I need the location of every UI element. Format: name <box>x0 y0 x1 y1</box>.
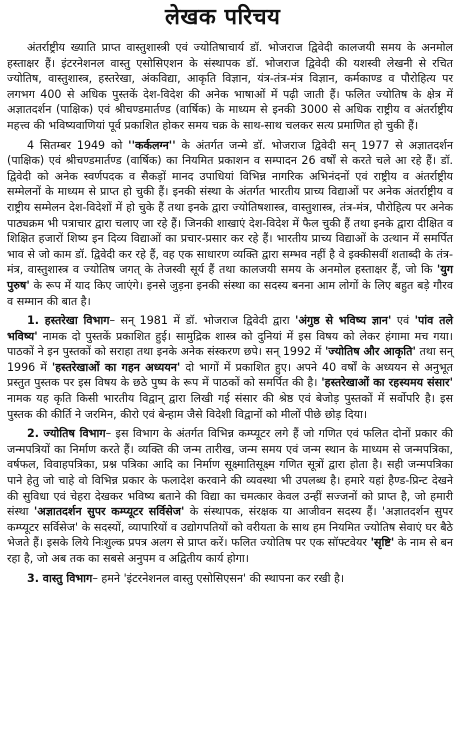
software-name: 'सृष्टि' <box>370 536 395 550</box>
section-vastu <box>7 571 453 587</box>
yug-purush-term: 'युग पुरुष' <box>7 263 453 292</box>
palmistry-text-2: एवं <box>391 314 415 328</box>
birth-paragraph <box>7 138 453 310</box>
palmistry-text-6: नामक यह कृति किसी भारतीय विद्वान् द्वारा लिखी गई संसार की श्रेष्ठ एवं बेजोड़ पुस्तकों में सर्वोपरि है। इस पुस्तक की कीर्ति ने जरमिन, कीरो एवं बेन्हाम जैसे विदेशी विद्वानों को मीलों पीछे छोड़ दिया। <box>7 392 453 421</box>
astrology-text-1: – इस विभाग के अंतर्गत विभिन्न कम्प्यूटर लगे हैं जो गणित एवं फलित दोनों प्रकार की जन्मपत्रियों का निर्माण करते हैं। व्यक्ति की जन्म तारीख, जन्म समय एवं जन्म स्थान के माध्यम से जन्मपत्रिका, वर्षफल, विवाहपत्रिका, प्रश्न पत्रिका आदि का निर्माण सूक्ष्मातिसूक्ष्म गणित सूत्रों द्वारा होता है। सही जन्मपत्रिका पाने हेतु जो चाहे वो विभिन्न प्रकार के फलादेश करवाने की व्यवस्था भी उपलब्ध है। हमारे यहां हैण्ड-प्रिन्ट देखने की सुविधा एवं चेहरा देखकर भविष्य बताने की विद्या का चमत्कार केवल उन्हीं सज्जनों को प्राप्त है, जो हमारी संस्था <box>7 427 453 519</box>
palmistry-text-1: – सन् 1981 में डॉ. भोजराज द्विवेदी द्वारा <box>109 314 296 328</box>
birth-text-1: 4 सितम्बर 1949 को <box>27 138 129 152</box>
palmistry-text-4: तथा सन् 1996 में <box>7 345 454 374</box>
section-astrology <box>7 426 453 566</box>
birth-text-2: के अंतर्गत जन्मे डॉ. भोजराज द्विवेदी सन् 1977 से अज्ञातदर्शन (पाक्षिक) एवं श्रीचण्डमार्तण्ड (वार्षिक) का नियमित प्रकाशन व सम्पादन 26 वर्षों से करते चले आ रहे हैं। डॉ. द्विवेदी को अनेक स्वर्णपदक व सैकड़ों मानद उपाधियां विभिन्न नागरिक अभिनंदनों एवं राष्ट्रीय व अंतर्राष्ट्रीय सम्मेलनों के माध्यम से प्राप्त हो चुकी हैं। इनकी संस्था के अंतर्गत भारतीय प्राच्य विद्याओं पर अनेक अंतर्राष्ट्रीय व राष्ट्रीय सम्मेलन देश-विदेशों में हो चुके हैं तथा इनके द्वारा ज्योतिषशास्त्र, वास्तुशास्त्र, तंत्र-मंत्र, पौरोहित्य पर अनेक पाठ्यक्रम भी पत्राचार द्वारा चलाए जा रहे हैं। जिनकी शाखाएं देश-विदेश में फैल चुकी हैं तथा इनके द्वारा दीक्षित व शिक्षित हजारों शिष्य इन दिव्य विद्याओं का प्रचार-प्रसार कर रहे हैं। भारतीय प्राच्य विद्याओं के उत्थान में समर्पित भाव से जो काम डॉ. द्विवेदी कर रहे हैं, वह एक साधारण व्यक्ति द्वारा सम्भव नहीं है वे इक्कीसवीं शताब्दी के तंत्र-मंत्र, वास्तुशास्त्र व ज्योतिष जगत् के तेजस्वी सूर्य हैं तथा कालजयी समय के अनमोल हस्ताक्षर हैं, जो कि <box>7 138 453 277</box>
vastu-text-1: – हमने 'इंटरनेशनल वास्तु एसोसिएसन' की स्थापना कर रखी है। <box>92 571 345 585</box>
book-title-jyotish-aakriti: 'ज्योतिष और आकृति' <box>324 345 416 359</box>
book-title-paanv: 'पांव तले भविष्य' <box>7 314 453 343</box>
birth-text-3: के रूप में याद किए जाएंगे। इनसे जुड़ना इनकी संस्था का सदस्य बनना आम लोगों के लिए बहुत बड़े गौरव व सम्मान की बात है। <box>7 278 453 308</box>
book-title-angushth: 'अंगुष्ठ से भविष्य ज्ञान' <box>295 314 392 328</box>
section-palmistry-heading: 1. हस्तरेखा विभाग <box>27 314 110 328</box>
intro-paragraph: अंतर्राष्ट्रीय ख्याति प्राप्त वास्तुशास्त्री एवं ज्योतिषाचार्य डॉ. भोजराज द्विवेदी कालजयी समय के अनमोल हस्ताक्षर हैं। इंटरनेशनल वास्तु एसोसिएशन के संस्थापक डॉ. भोजराज द्विवेदी की यशस्वी लेखनी से रचित ज्योतिष, वास्तुशास्त्र, हस्तरेखा, अंकविद्या, आकृति विज्ञान, यंत्र-तंत्र-मंत्र विज्ञान, कर्मकाण्ड व पौरोहित्य पर लगभग 400 से अधिक पुस्तकें देश-विदेश की अनेक भाषाओं में पढ़ी जाती हैं। फलित ज्योतिष के क्षेत्र में अज्ञातदर्शन (पाक्षिक) एवं श्रीचण्डमार्तण्ड (वार्षिक) के माध्यम से इनकी 3000 से अधिक राष्ट्रीय व अंतर्राष्ट्रीय महत्त्व की भविष्यवाणियां पूर्व प्रकाशित होकर समय चक्र के साथ-साथ चलकर सत्य प्रमाणित हो चुकी हैं। <box>7 41 453 132</box>
astrology-text-3: के नाम से बन रहा है, जो अब तक का सबसे अनुपम व अद्वितीय कार्य होगा। <box>7 536 453 565</box>
section-palmistry <box>7 313 453 422</box>
organization-name: 'अज्ञातदर्शन सुपर कम्प्यूटर सर्विसेज' <box>33 505 185 519</box>
section-astrology-heading: 2. ज्योतिष विभाग <box>27 427 106 441</box>
palmistry-text-3: नामक दो पुस्तकें प्रकाशित हुई। सामुद्रिक शास्त्र को दुनियां में इस विषय को लेकर हंगामा मच गया। पाठकों ने इन पुस्तकों को सराहा तथा इनके अनेक संस्करण छपे। सन् 1992 में <box>7 329 453 359</box>
karka-lagna-term: ''कर्कलग्न'' <box>128 138 176 152</box>
book-title-gahan-adhyayan: 'हस्तरेखाओं का गहन अध्ययन' <box>51 360 181 374</box>
page-title: लेखक परिचय <box>165 5 281 30</box>
astrology-text-2: के संस्थापक, संरक्षक या आजीवन सदस्य हैं। 'अज्ञातदर्शन सुपर कम्प्यूटर सर्विसेज' के सदस्यों, व्यापारियों व उद्योगपतियों को वरीयता के साथ हम नियमित ज्योतिष सेवाएं घर बैठे भेजते हैं। इसके लिये निःशुल्क प्रपत्र अलग से प्राप्त करें। फलित ज्योतिष पर एक सॉफ्टवेयर <box>7 505 454 550</box>
book-title-rahasyamay-sansar: 'हस्तरेखाओं का रहस्यमय संसार' <box>321 376 453 390</box>
palmistry-text-5: दो भागों में प्रकाशित हुए। अपने 40 वर्षों के अध्ययन से अनुभूत प्रस्तुत पुस्तक पर इस विषय के छठे पुष्प के रूप में पाठकों को समर्पित की है। <box>7 360 453 390</box>
section-vastu-heading: 3. वास्तु विभाग <box>27 571 93 585</box>
